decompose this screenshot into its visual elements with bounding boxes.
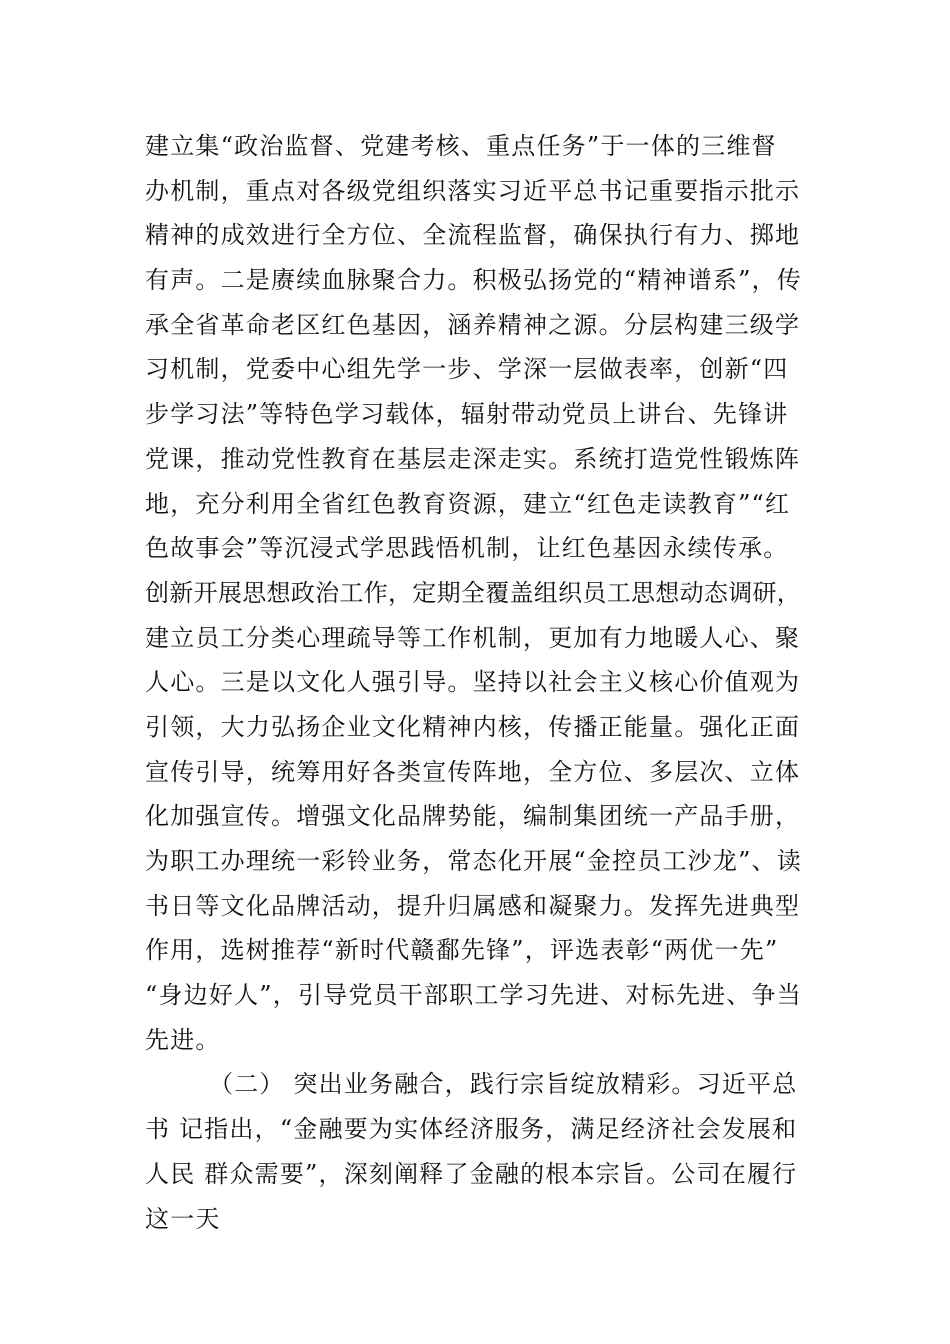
text-line: 引领，大力弘扬企业文化精神内核，传播正能量。强化正面 xyxy=(145,712,801,741)
section-heading-line: （二） 突出业务融合，践行宗旨绽放精彩。习近平总 xyxy=(209,1070,798,1099)
text-line: 书日等文化品牌活动，提升归属感和凝聚力。发挥先进典型 xyxy=(145,891,801,920)
text-line: 地，充分利用全省红色教育资源，建立“红色走读教育”“红 xyxy=(145,489,791,518)
text-line: 人心。三是以文化人强引导。坚持以社会主义核心价值观为 xyxy=(145,668,801,697)
text-line: 承全省革命老区红色基因，涵养精神之源。分层构建三级学 xyxy=(145,310,801,339)
text-line: 办机制，重点对各级党组织落实习近平总书记重要指示批示 xyxy=(145,176,801,205)
text-line: 人民 群众需要”，深刻阐释了金融的根本宗旨。公司在履行 xyxy=(145,1159,798,1188)
text-line: 化加强宣传。增强文化品牌势能，编制集团统一产品手册， xyxy=(145,802,801,831)
text-line: 为职工办理统一彩铃业务，常态化开展“金控员工沙龙”、读 xyxy=(145,847,802,875)
text-line: 步学习法”等特色学习载体，辐射带动党员上讲台、先锋讲 xyxy=(145,400,789,429)
text-line: 这一天 xyxy=(145,1204,221,1233)
text-line: 创新开展思想政治工作，定期全覆盖组织员工思想动态调研， xyxy=(145,578,802,607)
text-line: 宣传引导，统筹用好各类宣传阵地，全方位、多层次、立体 xyxy=(145,757,801,786)
body-text xyxy=(145,124,815,1241)
text-line: 党课，推动党性教育在基层走深走实。系统打造党性锻炼阵 xyxy=(145,444,801,473)
text-line: 先进。 xyxy=(145,1025,221,1054)
text-line: “身边好人”，引导党员干部职工学习先进、对标先进、争当 xyxy=(145,981,802,1010)
text-line: 色故事会”等沉浸式学思践悟机制，让红色基因永续传承。 xyxy=(145,534,789,563)
text-line: 有声。二是赓续血脉聚合力。积极弘扬党的“精神谱系”，传 xyxy=(145,266,802,295)
text-line: 书 记指出，“金融要为实体经济服务，满足经济社会发展和 xyxy=(145,1115,798,1144)
text-line: 精神的成效进行全方位、全流程监督，确保执行有力、掷地 xyxy=(145,221,801,250)
text-line: 建立员工分类心理疏导等工作机制，更加有力地暖人心、聚 xyxy=(145,623,801,652)
text-line: 作用，选树推荐“新时代赣鄱先锋”，评选表彰“两优一先” xyxy=(145,936,779,965)
text-line: 建立集“政治监督、党建考核、重点任务”于一体的三维督 xyxy=(145,132,777,160)
text-line: 习机制，党委中心组先学一步、学深一层做表率，创新“四 xyxy=(145,355,789,384)
